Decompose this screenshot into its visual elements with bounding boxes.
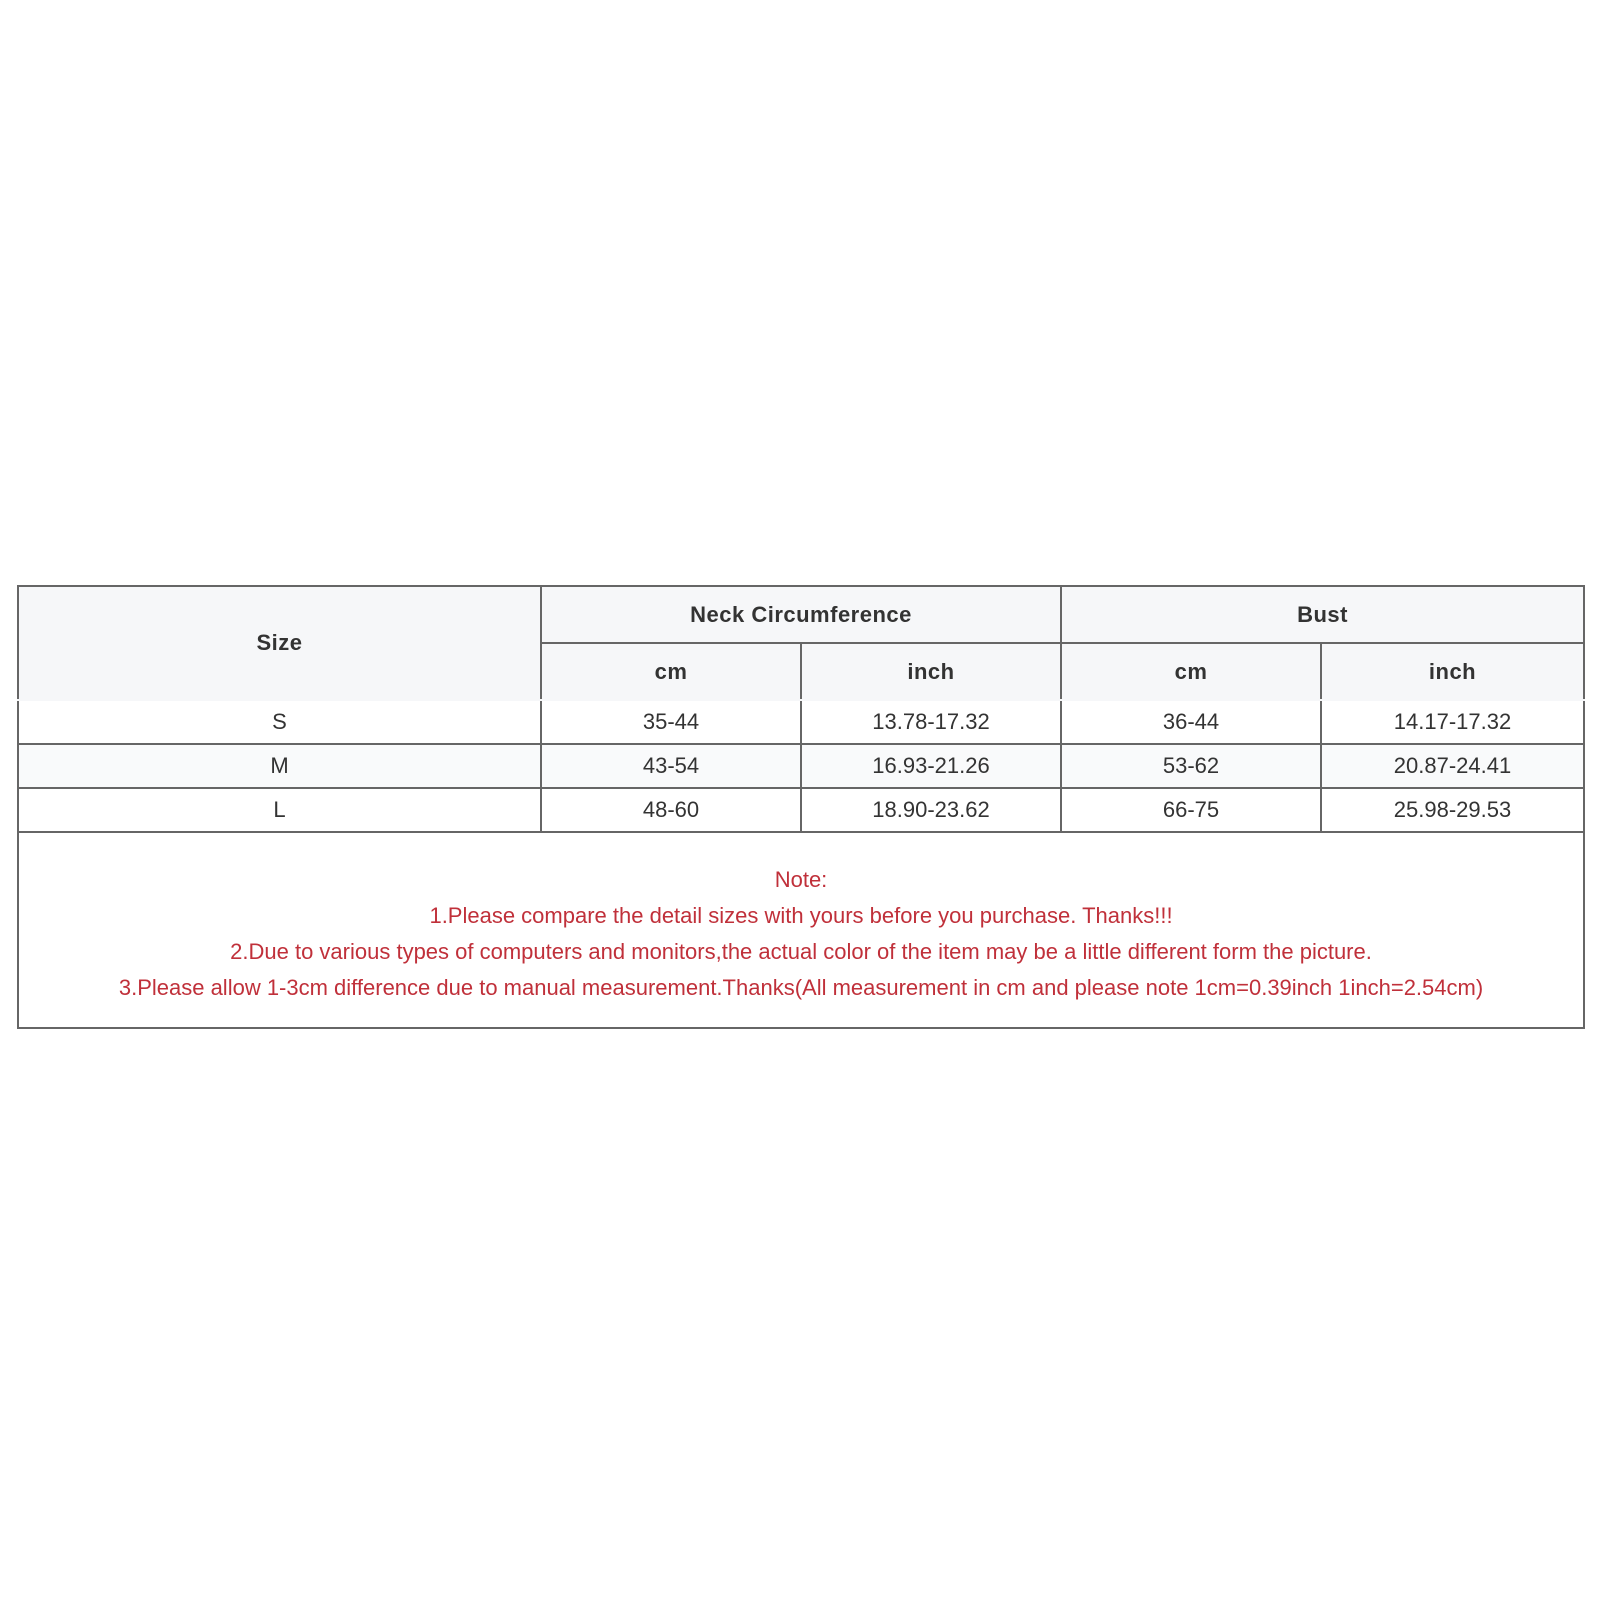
cell-neck-inch: 13.78-17.32	[801, 700, 1061, 744]
table-row	[18, 700, 1584, 744]
notes-row	[18, 832, 1584, 1028]
header-bust: Bust	[1061, 586, 1584, 643]
note-line-2: 2.Due to various types of computers and monitors,the actual color of the item may be a little different form the picture.	[230, 939, 1372, 964]
header-bust-inch: inch	[1321, 643, 1584, 700]
size-chart-body	[18, 700, 1584, 832]
cell-neck-cm: 35-44	[541, 700, 801, 744]
cell-neck-inch: 16.93-21.26	[801, 744, 1061, 788]
cell-bust-inch: 14.17-17.32	[1321, 700, 1584, 744]
note-line-1: 1.Please compare the detail sizes with yours before you purchase. Thanks!!!	[429, 903, 1173, 928]
header-bust-cm: cm	[1061, 643, 1321, 700]
cell-bust-cm: 36-44	[1061, 700, 1321, 744]
notes-section	[18, 832, 1584, 1028]
notes-cell	[18, 832, 1584, 1028]
note-title: Note:	[774, 867, 828, 892]
cell-neck-cm: 48-60	[541, 788, 801, 832]
cell-size: M	[18, 744, 541, 788]
header-neck-cm: cm	[541, 643, 801, 700]
size-chart-table	[17, 585, 1585, 1029]
cell-bust-inch: 20.87-24.41	[1321, 744, 1584, 788]
size-chart-header	[18, 586, 1584, 700]
header-neck-circumference: Neck Circumference	[541, 586, 1061, 643]
cell-bust-cm: 66-75	[1061, 788, 1321, 832]
table-row	[18, 744, 1584, 788]
header-size: Size	[18, 586, 541, 700]
table-row	[18, 788, 1584, 832]
cell-neck-cm: 43-54	[541, 744, 801, 788]
cell-bust-inch: 25.98-29.53	[1321, 788, 1584, 832]
cell-neck-inch: 18.90-23.62	[801, 788, 1061, 832]
note-line-3: 3.Please allow 1-3cm difference due to manual measurement.Thanks(All measurement in cm and please note 1cm=0.39inch 1inch=2.54cm)	[118, 975, 1484, 1000]
cell-size: S	[18, 700, 541, 744]
cell-size: L	[18, 788, 541, 832]
header-neck-inch: inch	[801, 643, 1061, 700]
header-row-groups	[18, 586, 1584, 643]
cell-bust-cm: 53-62	[1061, 744, 1321, 788]
